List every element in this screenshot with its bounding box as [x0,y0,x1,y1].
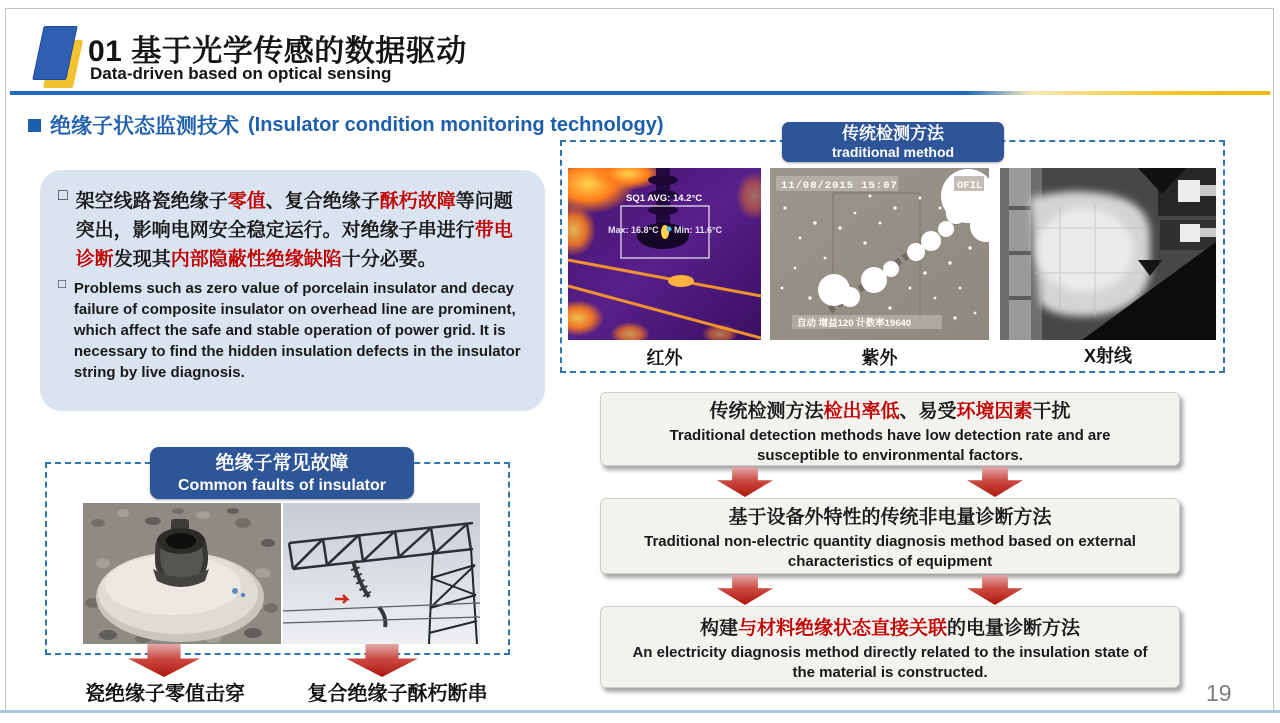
header-divider [10,91,1270,95]
infrared-image [568,168,761,340]
page-title: 01 基于光学传感的数据驱动 [88,35,467,68]
section-title [28,110,664,140]
frame-right [1273,8,1274,710]
badge-text-en: traditional method [831,144,955,160]
common-faults-badge [150,447,414,499]
section-title-en: (Insulator condition monitoring technology) [248,113,664,136]
problem-text-en: Problems such as zero value of porcelain insulator and decay failure of composite insulator on overhead line are prominent, which affect the safe and stable operation of power grid. It is necessary to find the hidden insulation defects in the insulator string by live diagnosis. [73,280,521,381]
ultraviolet-image [770,168,989,340]
porcelain-insulator-photo [83,503,281,644]
page-number: 19 [1206,680,1232,706]
frame-top [5,8,1274,9]
uv-status-readout: 自动 增益120 计数率19640 [797,318,912,329]
flow-box-2-en: Traditional non-electric quantity diagnosis method based on external characteristics of equipment [644,533,1136,570]
page-subtitle: Data-driven based on optical sensing [90,64,392,83]
badge-text-zh: 绝缘子常见故障 [215,452,349,474]
ir-max-reading: Max: 16.8°C [608,225,659,235]
bullet-square: □ [58,276,66,291]
xray-label: X射线 [1083,346,1132,366]
flow-arrow-1-left [717,467,773,497]
section-bullet-square [28,119,41,132]
flow-box-1 [600,392,1180,466]
xray-image [1000,168,1216,340]
flow-box-1-en: Traditional detection methods have low detection rate and are susceptible to environmental factors. [669,427,1111,464]
ir-min-reading: Min: 11.6°C [674,225,723,235]
badge-text-en: Common faults of insulator [178,476,386,494]
frame-left [5,8,6,710]
uv-timestamp: 11/08/2015 15:07 [781,180,898,192]
traditional-method-badge [782,122,1004,162]
flow-box-2-zh: 基于设备外特性的传统非电量诊断方法 [728,507,1052,528]
section-title-zh: 绝缘子状态监测技术 [50,115,239,138]
flow-box-1-zh: 传统检测方法检出率低、易受环境因素干扰 [709,401,1071,422]
problem-statement-box [40,170,545,411]
fault-caption-composite: 复合绝缘子酥朽断串 [307,683,488,705]
composite-insulator-photo [283,503,480,644]
flow-box-2 [600,498,1180,574]
flow-box-3-en: An electricity diagnosis method directly related to the insulation state of the material is constructed. [632,644,1148,681]
flow-box-3 [600,606,1180,688]
ultraviolet-label: 紫外 [861,348,898,368]
problem-text-zh: 架空线路瓷绝缘子零值、复合绝缘子酥朽故障等问题突出，影响电网安全稳定运行。对绝缘子串进行带电诊断发现其内部隐蔽性绝缘缺陷十分必要。 [75,191,513,270]
infrared-label: 红外 [646,348,683,368]
bullet-square: □ [58,187,68,204]
slide-logo-icon [30,22,90,90]
bottom-accent-band [0,710,1280,713]
flow-arrow-1-right [967,467,1023,497]
ir-avg-reading: SQ1 AVG: 14.2°C [626,193,703,204]
flow-arrow-2-right [967,575,1023,605]
uv-brand-label: OFIL [957,180,983,192]
flow-arrow-2-left [717,575,773,605]
fault-caption-porcelain: 瓷绝缘子零值击穿 [85,683,245,705]
flow-box-3-zh: 构建与材料绝缘状态直接关联的电量诊断方法 [699,618,1081,639]
badge-text-zh: 传统检测方法 [842,124,944,143]
